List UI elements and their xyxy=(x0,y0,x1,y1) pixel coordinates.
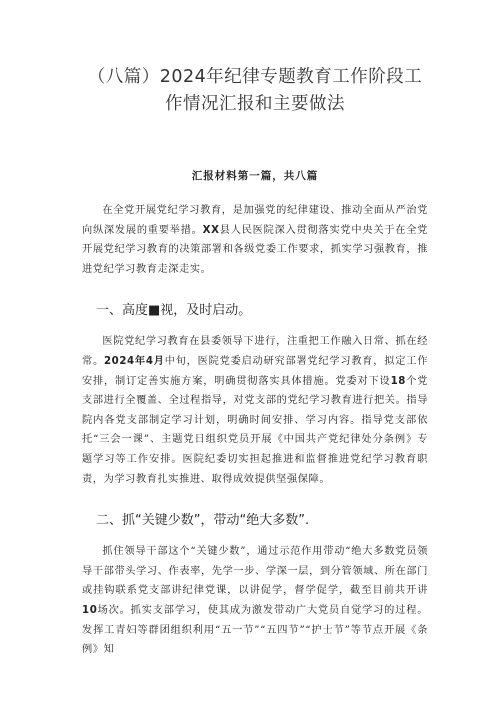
s1-text-2: 中旬，医院党委启动研究部署党纪学习教育，拟定工作安排，制订定善实施方案，明确贯彻落实具体措施。党委对下设 xyxy=(82,355,428,387)
s2-text-2: 场次。抓实支部学习，使其成为激发带动广大党员自觉学习的过程。发挥工青妇等群团组织利用“五一节”“五四节”“护士节”等节点开展《条例》知 xyxy=(82,604,428,656)
s1-date-bold: 2024年4月 xyxy=(103,355,165,367)
intro-paragraph xyxy=(82,201,428,279)
s1-text-1: 医院党纪学习教育在县委领导下进行，注重把工作融入日常、抓在经常。 xyxy=(82,336,428,367)
intro-text-2: 县人民医院深入贯彻落实党中央关于在全党开展党纪学习教育的决策部署和各级党委工作要求，抓实学习强教育，推进党纪学习教育走深走实。 xyxy=(82,224,428,275)
s1-text-3: 个党支部进行全覆盖、全过程指导，对党支部的党纪学习教育进行把关。指导院内各党支部制定学习计划，明确时间安排、学习内容。指导党支部依托“三会一课”、主题党日组织党员开展《中国共产党纪律处分条例》专题学习等工作安排。医院纪委切实担起推进和监督推进党纪学习教育职责，为学习教育扎实推进、取得成效提供坚强保障。 xyxy=(82,375,429,485)
intro-county-bold: XX xyxy=(202,224,220,236)
intro-text-1: 在全党开展党纪学习教育，是加强党的纪律建设、推动全面从严治党向纵深发展的重要举措。 xyxy=(82,205,428,236)
document-subtitle: 汇报材料第一篇，共八篇 xyxy=(191,170,319,182)
section-2-heading: 二、抓“关键少数”，带动“绝大多数”. xyxy=(96,513,310,529)
title-line-2: 作情况汇报和主要做法 xyxy=(165,94,345,114)
document-title xyxy=(82,0,428,118)
s2-count-bold: 10 xyxy=(82,604,98,616)
s2-text-1: 抓住领导干部这个“关键少数”，通过示范作用带动“绝大多数党员领导干部带头学习、作表率，先学一步、学深一层，到分管领域、所在部门或挂钩联系党支部讲纪律党课，以讲促学，督学促学，截至目前共开讲 xyxy=(82,546,428,597)
section-1-heading: 一、高度■视，及时启动。 xyxy=(96,303,252,319)
title-line-1: （八篇）2024年纪律专题教育工作阶段工 xyxy=(87,67,423,87)
s1-count-bold: 18 xyxy=(390,375,406,387)
section-2-paragraph xyxy=(82,542,428,660)
section-1-paragraph xyxy=(82,332,428,489)
